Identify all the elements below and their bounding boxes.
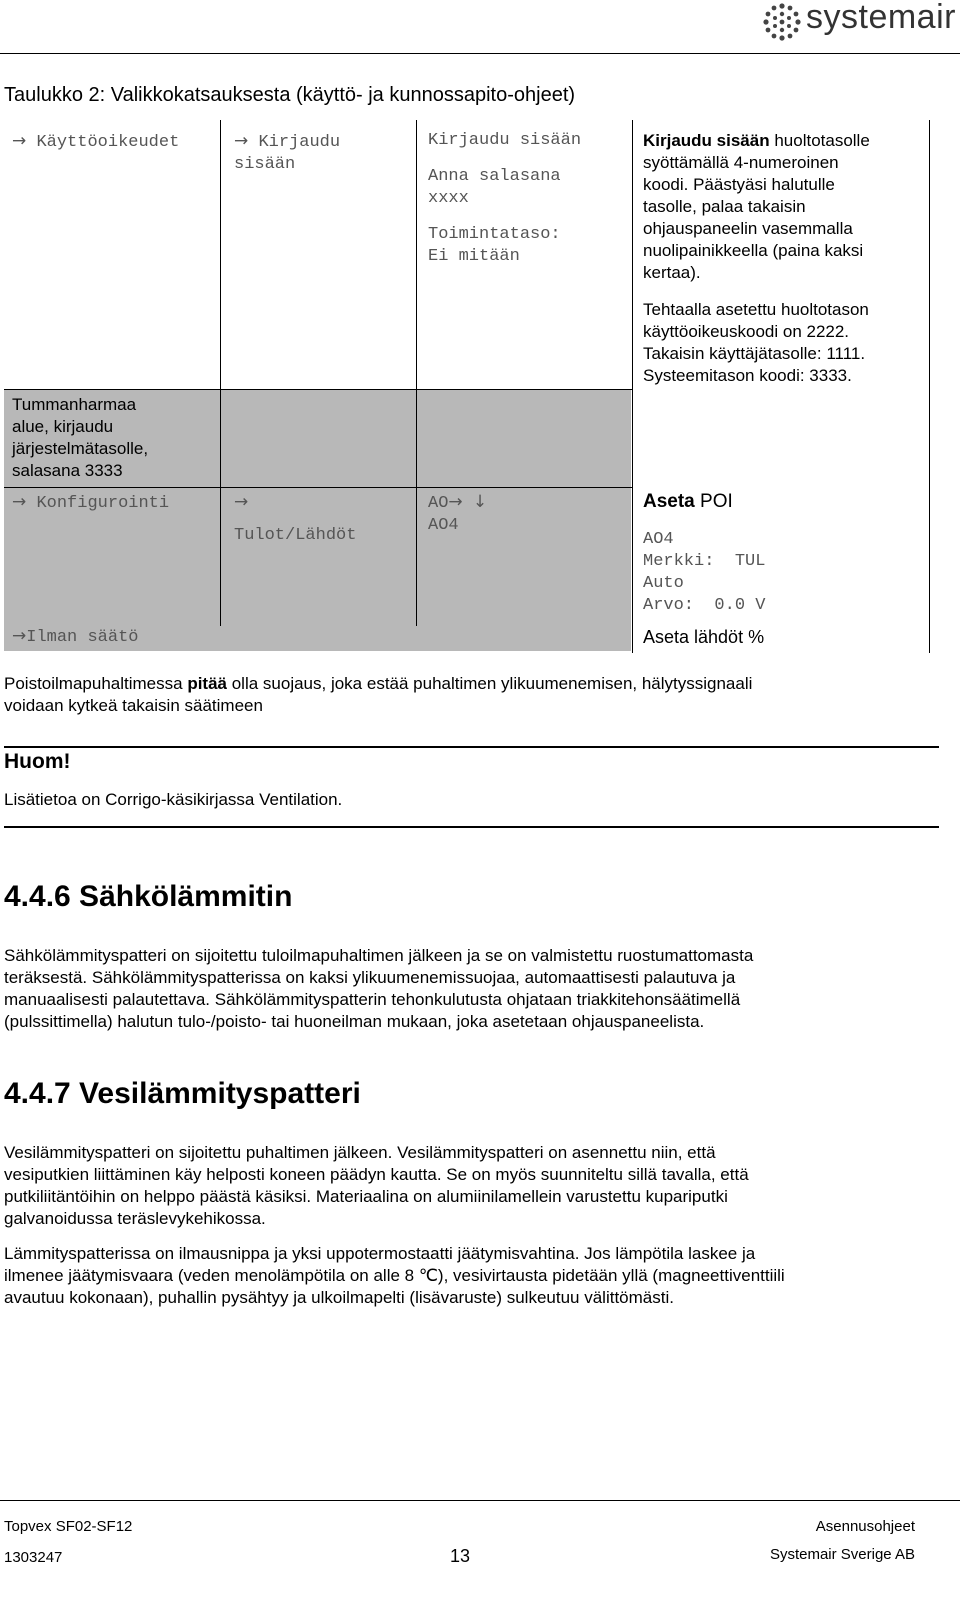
table-divider: [4, 389, 632, 390]
footer-doc-type: Asennusohjeet: [815, 1518, 915, 1535]
section-447-body-p1: Vesilämmityspatteri on sijoitettu puhaltimen jälkeen. Vesilämmityspatteri on asennettu niin, että vesiputkien liittäminen käy helposti koneen päädyn kautta. Se on myös suunniteltu sillä tavalla, että putkiliitäntöihin on helppo päästä käsiksi. Materiaalina on alumiinilamellein varustettu kupariputki galvanoidussa teräslevykehikossa.: [4, 1143, 749, 1228]
section-446-body: Sähkölämmityspatteri on sijoitettu tuloilmapuhaltimen jälkeen ja se on valmistettu ruostumattomasta teräksestä. Sähkölämmityspatterissa on kaksi ylikuumenemissuojaa, automaattisesti palautuva ja manuaalisesti palautettava. Sähkölämmityspatterin tehonkulutusta ohjataan triakkitehonsäätimellä (pulssittimella) halutun tulo-/poisto- tai huoneilman mukaan, joka asetetaan ohjauspaneelista.: [4, 946, 754, 1031]
note-bottom-rule: [4, 826, 939, 828]
footer-doc-number: 1303247: [4, 1549, 63, 1566]
fan-protection-note: Poistoilmapuhaltimessa pitää olla suojaus, joka estää puhaltimen ylikuumenemisen, hälytyssignaali voidaan kytkeä takaisin säätimeen: [4, 674, 753, 715]
menu-item-kayttooikeudet: → Käyttöoikeudet: [12, 131, 180, 152]
footer-page-number: 13: [450, 1546, 471, 1566]
down-arrow-icon: ↓: [472, 492, 488, 512]
ao-selection: AO→ ↓ AO4: [428, 492, 488, 535]
menu-item-konfigurointi: → Konfigurointi: [12, 492, 170, 513]
table-divider: [4, 487, 632, 488]
table-divider: [220, 120, 221, 626]
right-arrow-icon: →: [448, 492, 463, 512]
note-top-rule: [4, 746, 939, 748]
right-arrow-icon: →: [234, 492, 249, 512]
login-description: Kirjaudu sisään huoltotasolle syöttämällä 4-numeroinen koodi. Päästyäsi halutulle tasolle, palaa takaisin ohjauspaneelin vasemmalla nuolipainikkeella (paina kaksi kertaa). Tehtaalla asetettu huoltotason käyttöoikeuskoodi on 2222. Takaisin käyttäjätasolle: 1111. Systeemitason koodi: 3333.: [643, 131, 870, 385]
note-title: Huom!: [4, 750, 71, 773]
table-divider: [416, 120, 417, 626]
right-arrow-icon: →: [234, 131, 249, 151]
login-screen: Kirjaudu sisään Anna salasana xxxx Toimintataso: Ei mitään: [428, 131, 582, 266]
menu-item-ilman-saato: →Ilman säätö: [12, 626, 139, 647]
ao4-settings: AO4 Merkki: TUL Auto Arvo: 0.0 V: [643, 530, 766, 615]
aseta-lahdot: Aseta lähdöt %: [643, 627, 765, 647]
table-divider: [632, 120, 633, 653]
note-text: Lisätietoa on Corrigo-käsikirjassa Ventilation.: [4, 790, 343, 809]
aseta-poi: Aseta POI: [643, 491, 733, 512]
footer-product: Topvex SF02-SF12: [4, 1518, 133, 1535]
footer-rule: [0, 1500, 960, 1501]
footer-company: Systemair Sverige AB: [769, 1546, 915, 1563]
table-caption: Taulukko 2: Valikkokatsauksesta (käyttö- ja kunnossapito-ohjeet): [4, 84, 576, 106]
section-447-body-p2: Lämmityspatterissa on ilmausnippa ja yksi uppotermostaatti jäätymisvahtina. Jos lämpötila laskee ja ilmenee jäätymisvaara (veden menolämpötila on alle 8 ℃), vesivirtausta pidetään yllä (magneettiventtiili avautuu kokonaan), puhallin pysähtyy ja ulkoilmapelti (lisävaruste) sulkeutuu välittömästi.: [4, 1244, 785, 1307]
systemair-logo: [762, 0, 956, 44]
logo-wordmark: systemair: [806, 0, 956, 36]
right-arrow-icon: →: [12, 492, 27, 512]
right-arrow-icon: →: [12, 626, 27, 646]
section-heading-447: 4.4.7 Vesilämmityspatteri: [4, 1077, 361, 1110]
submenu-tulot-lahdot: → Tulot/Lähdöt: [234, 492, 357, 545]
submenu-kirjaudu: → Kirjaudu sisään: [234, 131, 341, 174]
table-divider: [929, 120, 930, 653]
section-heading-446: 4.4.6 Sähkölämmitin: [4, 880, 293, 913]
right-arrow-icon: →: [12, 131, 27, 151]
logo-dots-icon: [762, 2, 802, 42]
header-rule: [0, 53, 960, 54]
grey-area-note: Tummanharmaa alue, kirjaudu järjestelmätasolle, salasana 3333: [12, 395, 149, 480]
